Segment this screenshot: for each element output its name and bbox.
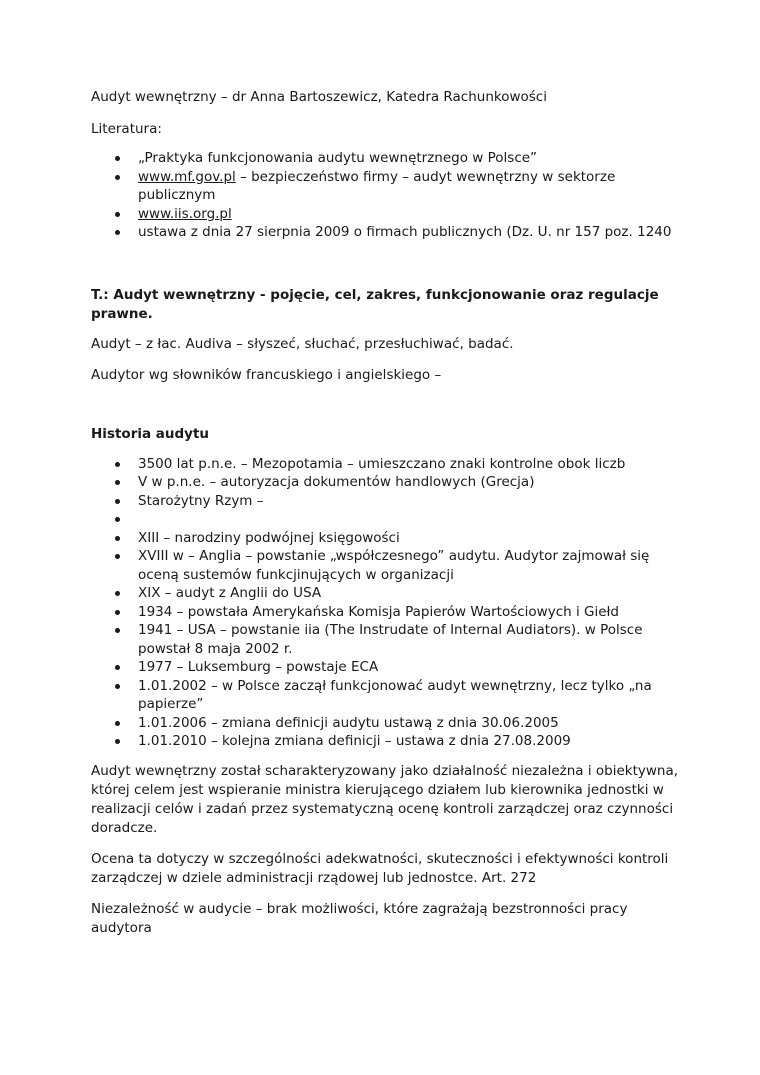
history-item: 1.01.2010 – kolejna zmiana definicji – ustawa z dnia 27.08.2009 (91, 732, 681, 751)
history-item: 1934 – powstała Amerykańska Komisja Papierów Wartościowych i Giełd (91, 603, 681, 622)
paragraph: Audyt – z łac. Audiva – słyszeć, słuchać, przesłuchiwać, badać. (91, 335, 514, 352)
mf-gov-link[interactable]: www.mf.gov.pl (138, 168, 236, 185)
document-page (91, 88, 681, 938)
literature-item: „Praktyka funkcjonowania audytu wewnętrznego w Polsce” (91, 149, 681, 168)
iis-org-link[interactable]: www.iis.org.pl (138, 205, 232, 222)
history-item: 1977 – Luksemburg – powstaje ECA (91, 658, 681, 677)
literature-item (91, 205, 681, 224)
literature-label: Literatura: (91, 121, 162, 137)
history-list (91, 455, 681, 751)
history-item: XVIII w – Anglia – powstanie „współczesnego” audytu. Audytor zajmował się oceną sustemów funkcjinujących w organizacji (91, 547, 681, 584)
history-item: 1941 – USA – powstanie iia (The Instrudate of Internal Audiators). w Polsce powstał 8 maja 2002 r. (91, 621, 681, 658)
paragraph: Ocena ta dotyczy w szczególności adekwatności, skuteczności i efektywności kontroli zarządczej w dziele administracji rządowej lub jednostce. Art. 272 (91, 850, 669, 886)
history-item: 3500 lat p.n.e. – Mezopotamia – umieszczano znaki kontrolne obok liczb (91, 455, 681, 474)
literature-list (91, 149, 681, 242)
paragraph: Audyt wewnętrzny został scharakteryzowany jako działalność niezależna i obiektywna, której celem jest wspieranie ministra kierującego działem lub kierownika jednostki w realizacji celów i zadań przez systematyczną ocenę kontroli zarządczej oraz czynności doradcze. (91, 762, 679, 836)
history-item: XIII – narodziny podwójnej księgowości (91, 529, 681, 548)
literature-item: www.mf.gov.pl – bezpieczeństwo firmy – audyt wewnętrzny w sektorze publicznym (91, 168, 681, 205)
paragraph: Audytor wg słowników francuskiego i angielskiego – (91, 366, 442, 383)
history-item: XIX – audyt z Anglii do USA (91, 584, 681, 603)
document-title: Audyt wewnętrzny – dr Anna Bartoszewicz, Katedra Rachunkowości (91, 89, 547, 105)
history-item: V w p.n.e. – autoryzacja dokumentów handlowych (Grecja) (91, 473, 681, 492)
history-item (91, 510, 681, 529)
history-item: 1.01.2002 – w Polsce zaczął funkcjonować audyt wewnętrzny, lecz tylko „na papierze” (91, 677, 681, 714)
literature-item: ustawa z dnia 27 sierpnia 2009 o firmach publicznych (Dz. U. nr 157 poz. 1240 (91, 223, 681, 242)
paragraph: Niezależność w audycie – brak możliwości, które zagrażają bezstronności pracy audytora (91, 900, 628, 936)
history-item: Starożytny Rzym – (91, 492, 681, 511)
topic-heading: T.: Audyt wewnętrzny - pojęcie, cel, zakres, funkcjonowanie oraz regulacje prawne. (91, 286, 659, 322)
history-heading: Historia audytu (91, 425, 210, 442)
history-item: 1.01.2006 – zmiana definicji audytu ustawą z dnia 30.06.2005 (91, 714, 681, 733)
